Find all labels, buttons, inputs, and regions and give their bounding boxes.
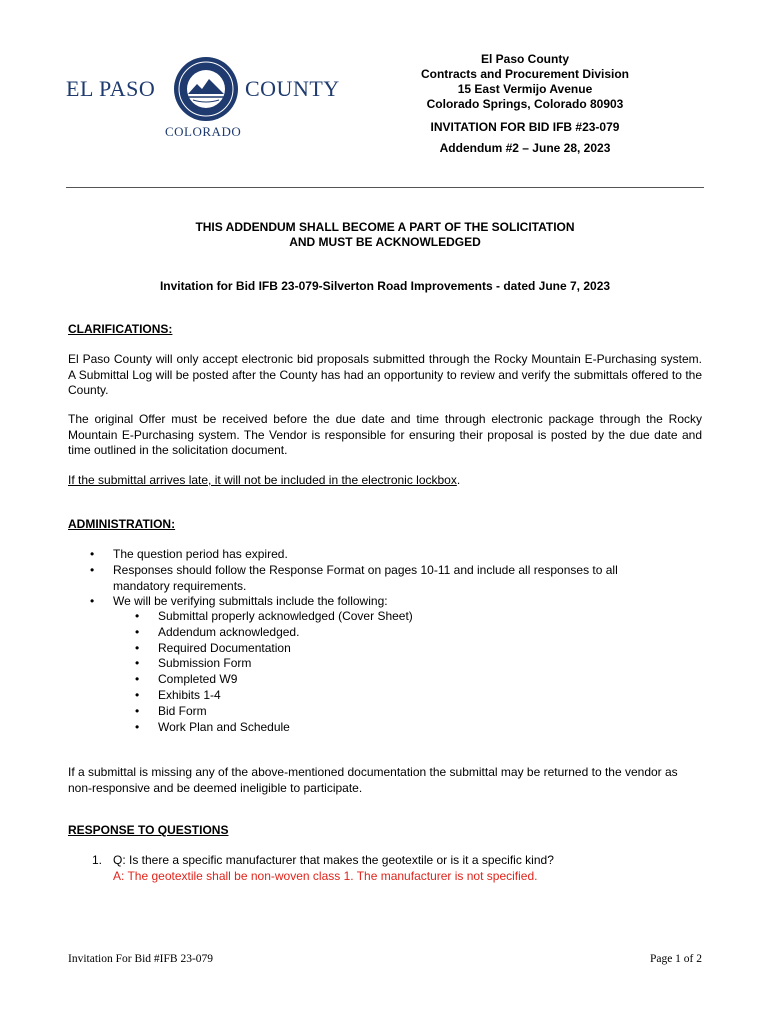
late-submittal-notice	[68, 473, 702, 489]
footer-document-title: Invitation For Bid #IFB 23-079	[68, 953, 214, 965]
footer-page-number: Page 1 of 2	[649, 953, 702, 965]
logo-word-right: COUNTY	[245, 76, 340, 101]
question-number: 1.	[92, 853, 103, 867]
sub-bullet-icon: •	[135, 625, 140, 639]
header-addendum: Addendum #2 – June 28, 2023	[439, 141, 611, 155]
required-item: Addendum acknowledged.	[158, 625, 300, 639]
addendum-notice-line: THIS ADDENDUM SHALL BECOME A PART OF THE SOLICITATION	[195, 220, 575, 234]
clarifications-heading: CLARIFICATIONS:	[68, 322, 173, 336]
sub-bullet-icon: •	[135, 641, 140, 655]
sub-bullet-icon: •	[135, 688, 140, 702]
sub-bullet-icon: •	[135, 656, 140, 670]
required-item: Required Documentation	[158, 641, 291, 655]
required-item: Work Plan and Schedule	[158, 720, 290, 734]
sub-bullet-icon: •	[135, 720, 140, 734]
administration-bullet: We will be verifying submittals include the following:	[113, 594, 388, 608]
late-submittal-period: .	[456, 473, 461, 487]
administration-bullet: Responses should follow the Response Format on pages 10-11 and include all responses to all mandatory requirements.	[113, 563, 618, 593]
answer-text: A: The geotextile shall be non-woven class 1. The manufacturer is not specified.	[113, 869, 538, 883]
header-line: El Paso County	[480, 52, 569, 66]
administration-heading: ADMINISTRATION:	[68, 517, 176, 531]
header-divider	[66, 187, 704, 188]
required-item: Completed W9	[158, 672, 238, 686]
header-line: Colorado Springs, Colorado 80903	[426, 97, 624, 111]
el-paso-county-logo	[66, 56, 341, 146]
bullet-icon: •	[90, 594, 95, 608]
administration-bullet: The question period has expired.	[113, 547, 288, 561]
header-ifb-number: INVITATION FOR BID IFB #23-079	[430, 120, 620, 134]
header-line: 15 East Vermijo Avenue	[457, 82, 593, 96]
sub-bullet-icon: •	[135, 672, 140, 686]
required-item: Bid Form	[158, 704, 207, 718]
responses-heading: RESPONSE TO QUESTIONS	[68, 823, 229, 837]
logo-word-left: EL PASO	[66, 76, 156, 101]
required-item: Submittal properly acknowledged (Cover Sheet)	[158, 609, 413, 623]
required-item: Submission Form	[158, 656, 252, 670]
bullet-icon: •	[90, 547, 95, 561]
clarifications-paragraph: The original Offer must be received before the due date and time through electronic package through the Rocky Mountain E-Purchasing system. The Vendor is responsible for ensuring their proposal is posted by the due date and time outlined in the solicitation document.	[68, 412, 702, 457]
sub-bullet-icon: •	[135, 704, 140, 718]
county-seal-icon	[173, 56, 239, 122]
missing-documentation-note: If a submittal is missing any of the above-mentioned documentation the submittal may be returned to the vendor as non-responsive and be deemed ineligible to participate.	[68, 765, 678, 795]
header-address	[380, 52, 670, 112]
addendum-notice-line: AND MUST BE ACKNOWLEDGED	[289, 235, 481, 249]
logo-state: COLORADO	[165, 124, 242, 139]
bullet-icon: •	[90, 563, 95, 577]
header-line: Contracts and Procurement Division	[420, 67, 630, 81]
question-text: Q: Is there a specific manufacturer that makes the geotextile or is it a specific kind?	[113, 853, 554, 867]
clarifications-paragraph: El Paso County will only accept electronic bid proposals submitted through the Rocky Mountain E-Purchasing system. A Submittal Log will be posted after the County has had an opportunity to review and verify the submittals offered to the County.	[68, 352, 702, 397]
sub-bullet-icon: •	[135, 609, 140, 623]
required-item: Exhibits 1-4	[158, 688, 221, 702]
ifb-title: Invitation for Bid IFB 23-079-Silverton Road Improvements - dated June 7, 2023	[159, 279, 611, 293]
late-submittal-text: If the submittal arrives late, it will not be included in the electronic lockbox	[68, 473, 457, 487]
